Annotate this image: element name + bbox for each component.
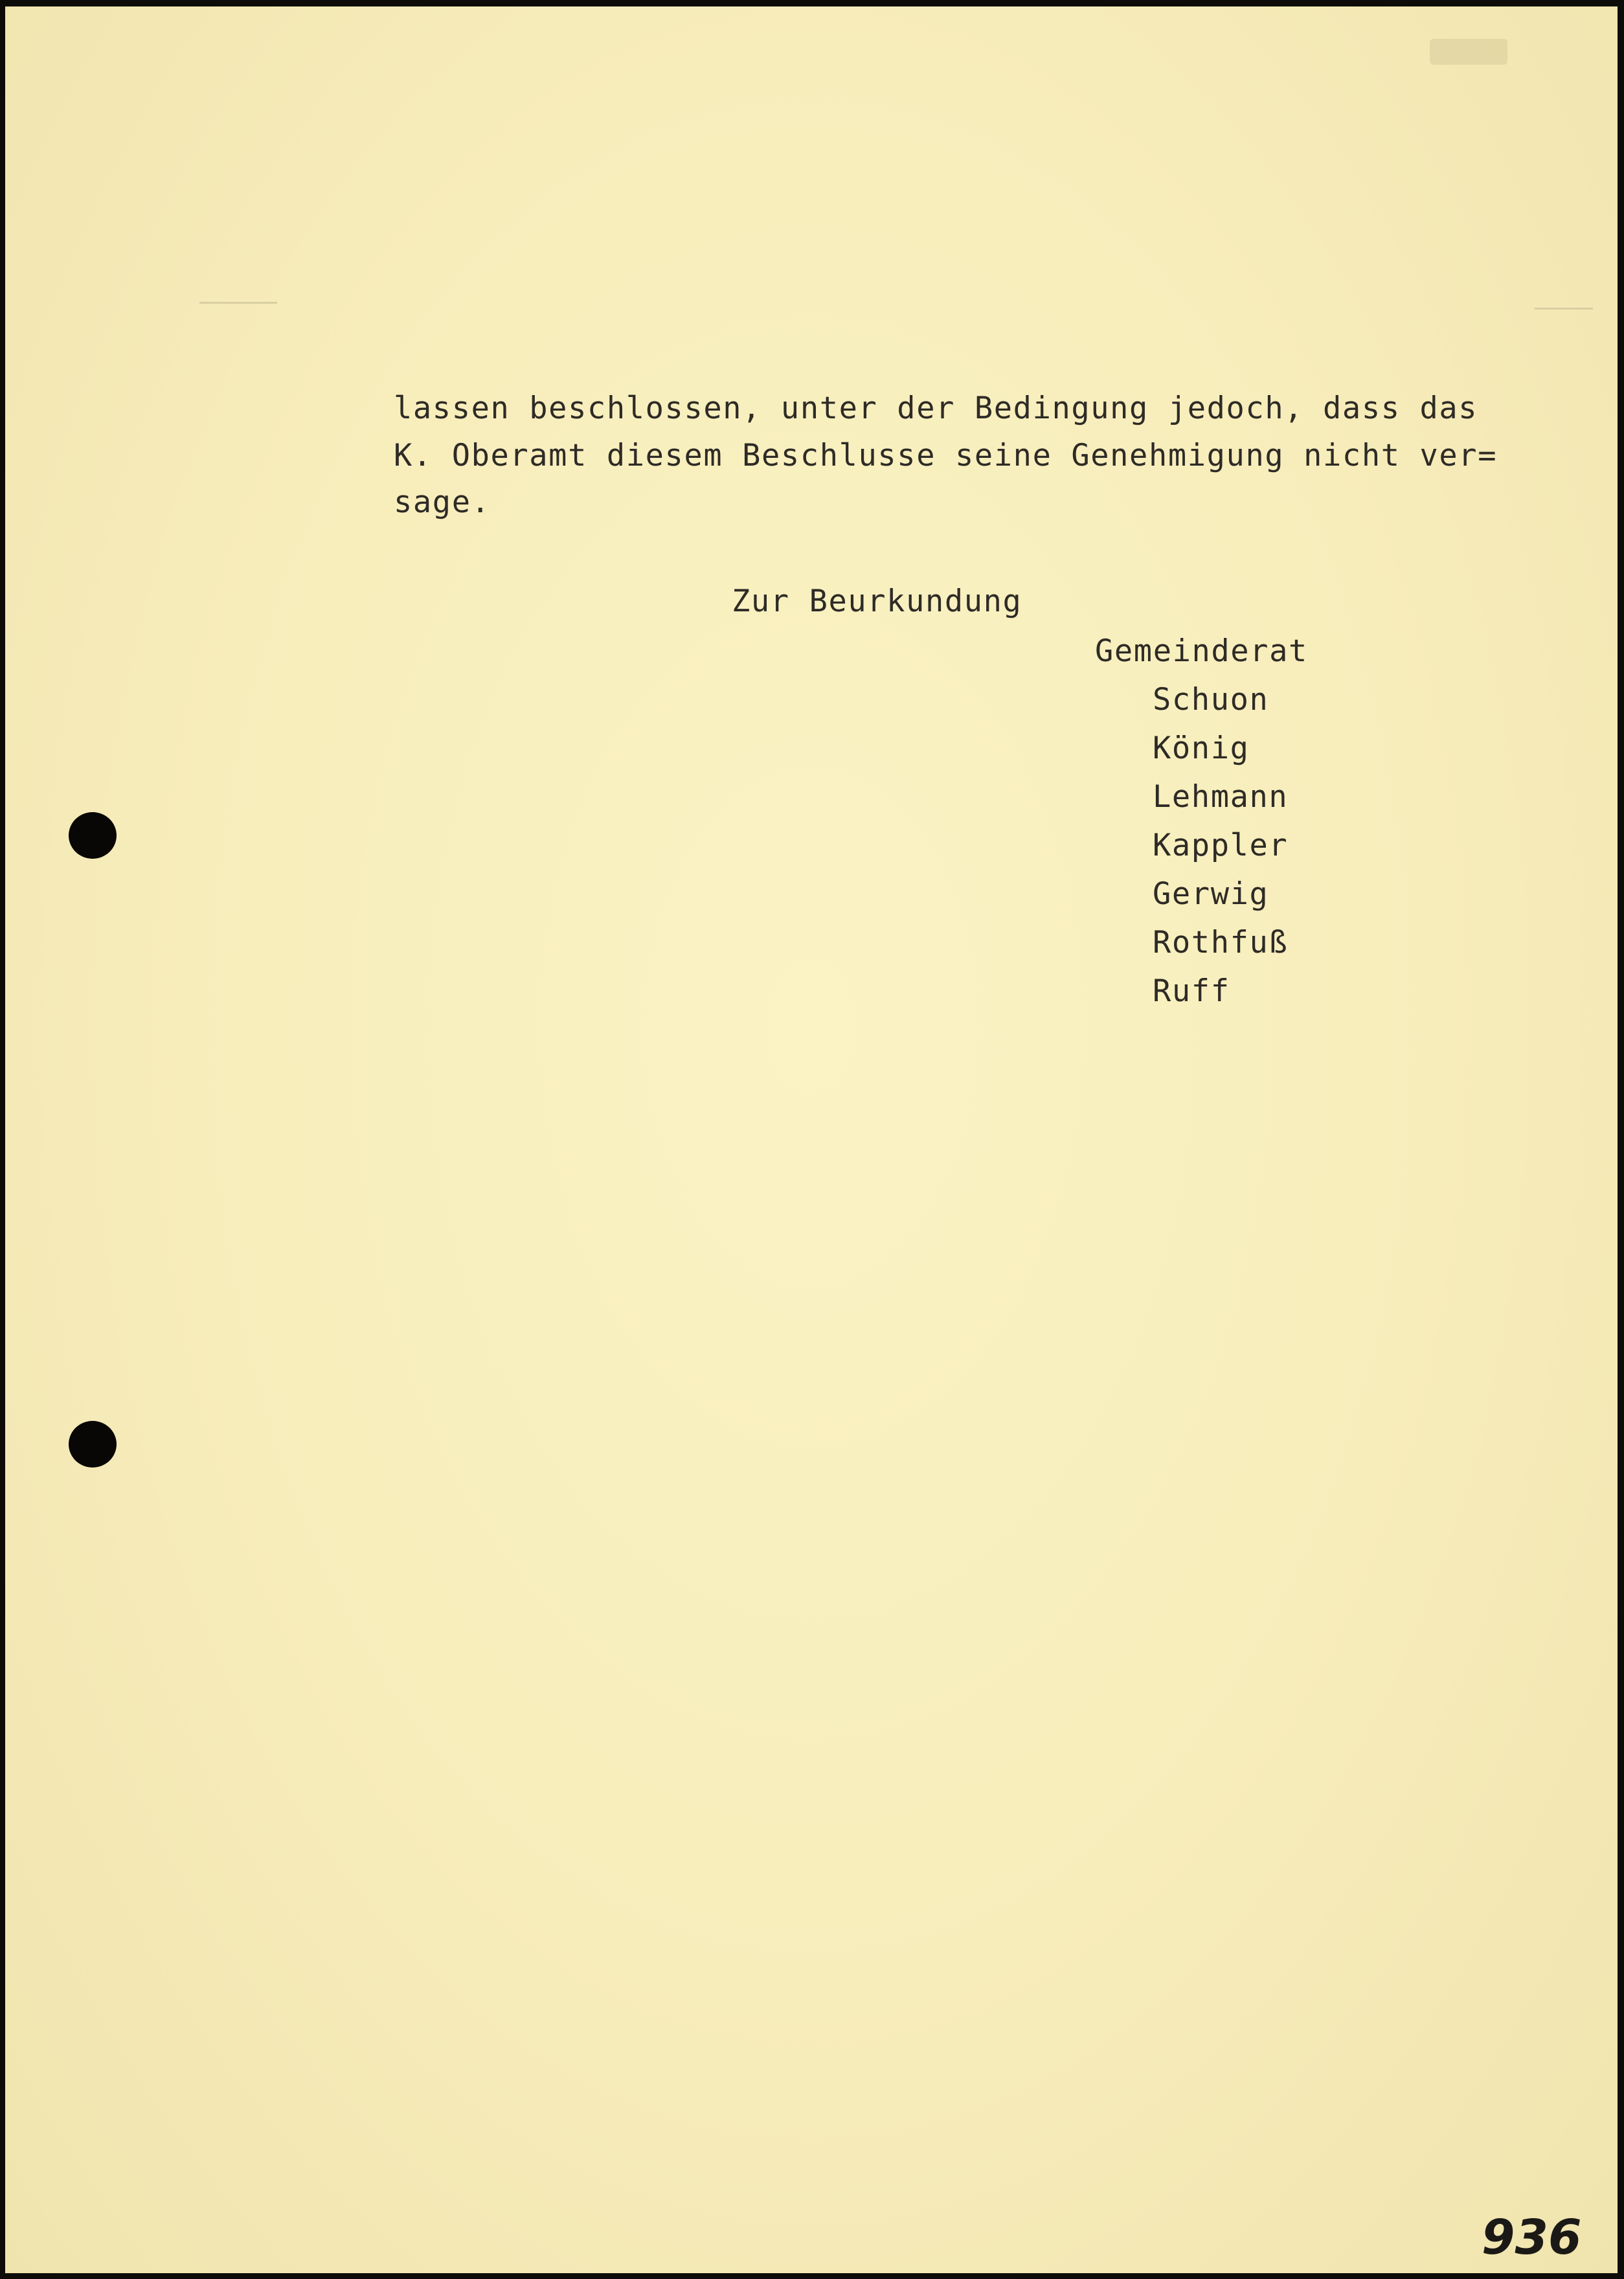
signatory-name: Kappler	[1153, 828, 1289, 863]
body-text-line-2: K. Oberamt diesem Beschlusse seine Genehmigung nicht ver=	[394, 438, 1498, 473]
signatory-name: König	[1153, 731, 1250, 766]
document-page	[5, 6, 1618, 2273]
fold-mark-left	[199, 302, 277, 304]
page-number: 936	[1482, 2210, 1582, 2265]
council-title: Gemeinderat	[1095, 633, 1308, 669]
signatory-name: Gerwig	[1153, 876, 1269, 912]
closing-attestation: Zur Beurkundung	[732, 584, 1022, 619]
punch-hole-bottom	[69, 1421, 117, 1468]
fold-mark-right	[1535, 308, 1593, 310]
signatory-name: Rothfuß	[1153, 925, 1289, 960]
faint-stamp-mark	[1430, 39, 1507, 65]
body-text-line-3: sage.	[394, 484, 491, 520]
signatory-name: Lehmann	[1153, 779, 1289, 815]
body-text-line-1: lassen beschlossen, unter der Bedingung jedoch, dass das	[394, 391, 1478, 426]
signatory-name: Schuon	[1153, 682, 1269, 718]
signatory-list	[1153, 682, 1289, 1025]
signatory-name: Ruff	[1153, 973, 1230, 1009]
punch-hole-top	[69, 812, 117, 859]
